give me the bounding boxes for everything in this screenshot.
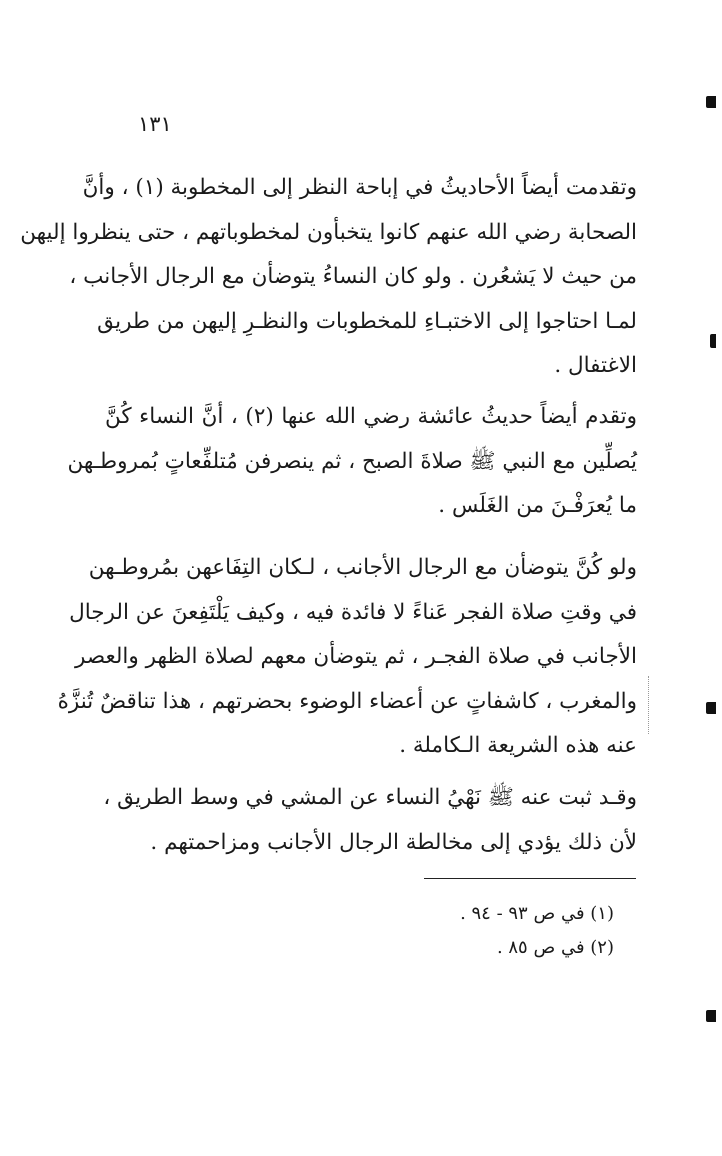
text-line: ولو كُنَّ يتوضأن مع الرجال الأجانب ، لـكان التِفَاعهن بمُروطـهن [88,555,637,580]
paragraph-3 [57,546,637,769]
footnotes [460,897,614,965]
text-line: ما يُعرَفْـنَ من الغَلَس . [438,493,637,519]
footnote-divider [424,878,636,879]
margin-mark [710,334,716,348]
text-line: لمـا احتاجوا إلى الاختبـاءِ للمخطوبات والنظـرِ إليهن من طريق [97,308,637,334]
margin-mark [706,1010,716,1022]
page-number: ١٣١ [138,112,172,136]
text-line: الأجانب في صلاة الفجـر ، ثم يتوضأن معهم لصلاة الظهر والعصر [74,644,637,670]
footnote-1: (١) في ص ٩٣ - ٩٤ . [460,903,614,924]
text-line: وتقدمت أيضاً الأحاديثُ في إباحة النظر إلى المخطوبة (١) ، وأنَّ [82,175,637,200]
text-line: الصحابة رضي الله عنهم كانوا يتخبأون لمخطوباتهم ، حتى ينظروا إليهن [20,219,637,245]
margin-mark [706,96,716,108]
paragraph-2 [67,395,637,529]
margin-mark [706,702,716,714]
text-line: عنه هذه الشريعة الـكاملة . [399,733,637,759]
text-line: من حيث لا يَشعُرن . ولو كان النساءُ يتوضأن مع الرجال الأجانب ، [69,264,637,290]
paragraph-4 [105,776,637,865]
text-line: وتقدم أيضاً حديثُ عائشة رضي الله عنها (٢) ، أنَّ النساء كُنَّ [105,404,637,429]
text-line: يُصلِّين مع النبي ﷺ صلاةَ الصبح ، ثم ينصرفن مُتلفِّعاتٍ بُمروطـهن [67,448,637,474]
text-line: في وقتِ صلاة الفجر عَناءً لا فائدة فيه ، وكيف يَلْتَفِعنَ عن الرجال [69,599,637,625]
footnote-2: (٢) في ص ٨٥ . [496,937,614,958]
paragraph-1 [20,166,637,389]
scan-artifact [648,676,649,734]
text-line: والمغرب ، كاشفاتٍ عن أعضاء الوضوء بحضرتهم ، هذا تناقضٌ تُنزَّهُ [57,688,637,714]
text-line: الاغتفال . [554,353,637,379]
text-line: وقـد ثبت عنه ﷺ نَهْيُ النساء عن المشي في وسط الطريق ، [103,785,637,810]
text-line: لأن ذلك يؤدي إلى مخالطة الرجال الأجانب ومزاحمتهم . [150,829,637,855]
